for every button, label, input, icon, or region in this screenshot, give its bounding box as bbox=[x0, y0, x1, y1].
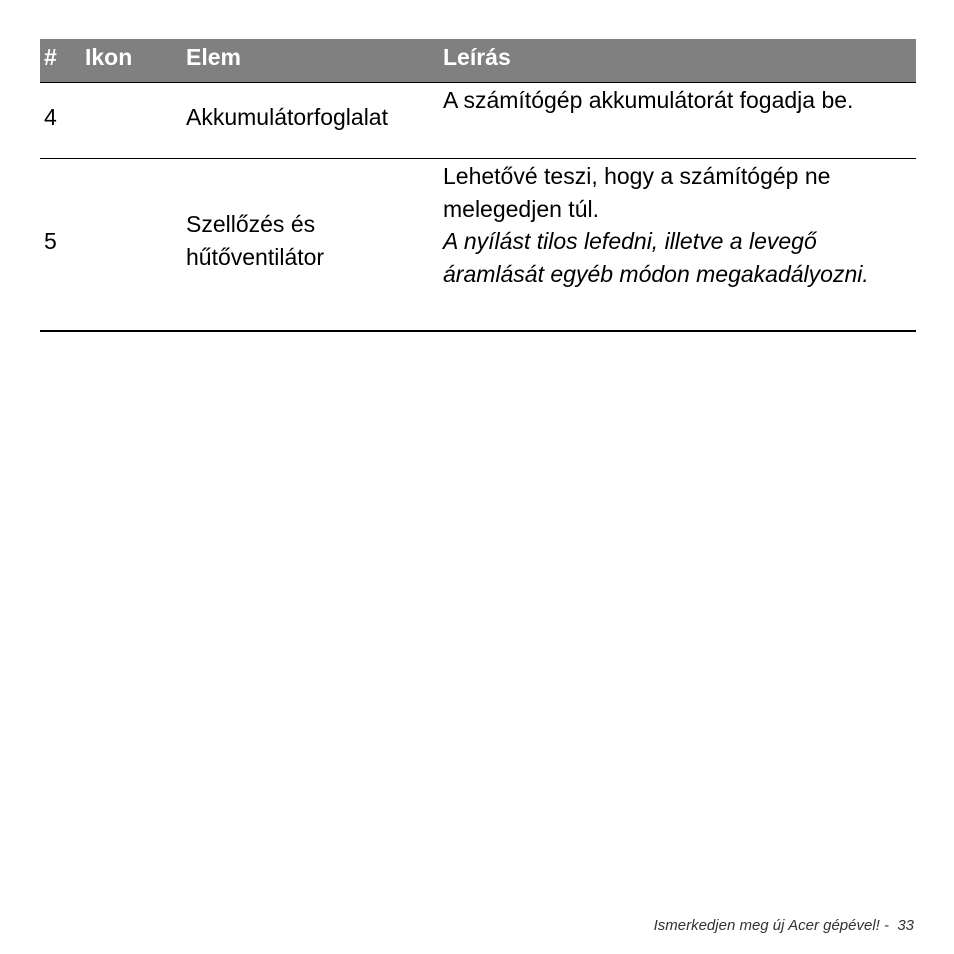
element-name-line: Szellőzés és bbox=[186, 211, 316, 237]
header-element: Elem bbox=[186, 44, 241, 70]
components-table bbox=[40, 39, 916, 332]
header-description: Leírás bbox=[443, 44, 511, 70]
element-name bbox=[186, 101, 436, 134]
element-description-block bbox=[443, 160, 903, 290]
element-description: A számítógép akkumulátorát fogadja be. bbox=[443, 87, 854, 113]
element-name-line: Akkumulátorfoglalat bbox=[186, 104, 388, 130]
table-header bbox=[40, 39, 916, 83]
page-footer: Ismerkedjen meg új Acer gépével! - 33 bbox=[653, 917, 914, 934]
warning-note: A nyílást tilos lefedni, illetve a levegő áramlását egyéb módon megakadályozni. bbox=[443, 228, 869, 287]
element-description: Lehetővé teszi, hogy a számítógép ne melegedjen túl. bbox=[443, 163, 831, 222]
header-num: # bbox=[44, 44, 57, 70]
table-row bbox=[40, 83, 916, 159]
row-number: 4 bbox=[44, 104, 57, 130]
header-icon: Ikon bbox=[85, 44, 133, 70]
element-name-line: hűtőventilátor bbox=[186, 243, 325, 270]
row-number: 5 bbox=[44, 228, 57, 254]
table-row bbox=[40, 159, 916, 332]
element-name bbox=[186, 208, 436, 273]
